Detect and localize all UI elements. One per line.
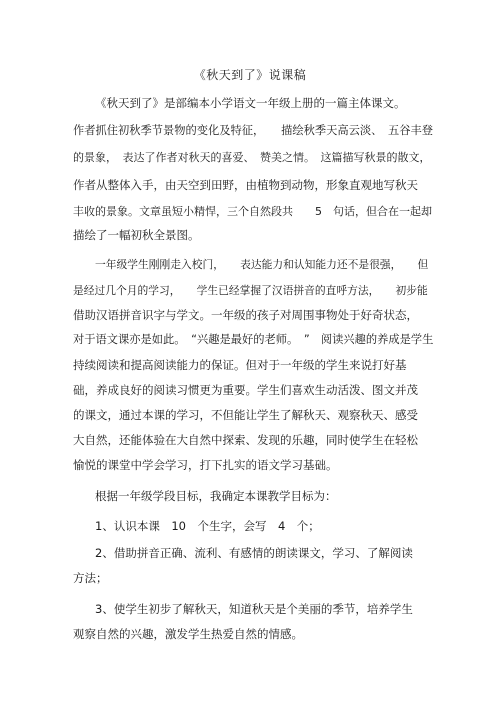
- paragraph-line: 础，养成良好的阅读习惯更为重要。学生们喜欢生动活泼、图文并茂: [73, 383, 418, 397]
- paragraph-line: 一年级学生刚刚走入校门， 表达能力和认知能力还不是很强， 但: [95, 258, 429, 271]
- paragraph-line: 丰收的景象。文章虽短小精悍，三个自然段共 5 句话，但合在一起却: [73, 205, 432, 218]
- objective-item: 1、认识本课 10 个生字，会写 4 个；: [95, 519, 320, 533]
- paragraph-line: 借助汉语拼音识字与学文。一年级的孩子对周围事物处于好奇状态，: [73, 308, 418, 322]
- document-title: 《秋天到了》说课稿: [193, 68, 307, 82]
- paragraph-line: 大自然，还能体验在大自然中探索、发现的乐趣，同时使学生在轻松: [73, 433, 418, 447]
- paragraph-line: 是经过几个月的学习， 学生已经掌握了汉语拼音的直呼方法， 初步能: [73, 284, 428, 297]
- paragraph-line: 的景象， 表达了作者对秋天的喜爱、 赞美之情。 这篇描写秋景的散文，: [73, 151, 431, 164]
- paragraph-line: 作者从整体入手，由天空到田野，由植物到动物，形象直观地写秋天: [73, 178, 418, 192]
- paragraph-line: 的课文，通过本课的学习，不但能让学生了解秋天、观察秋天、感受: [73, 408, 418, 422]
- paragraph-line: 作者抓住初秋季节景物的变化及特征， 描绘秋季天高云淡、 五谷丰登: [73, 124, 434, 137]
- paragraph-line: 对于语文课亦是如此。 “兴趣是最好的老师。 ” 阅读兴趣的养成是学生: [73, 333, 434, 346]
- paragraph-line: 愉悦的课堂中学会学习，打下扎实的语文学习基础。: [73, 458, 338, 472]
- objective-item: 3、使学生初步了解秋天，知道秋天是个美丽的季节，培养学生: [95, 602, 413, 616]
- paragraph-line: 根据一年级学段目标，我确定本课教学目标为：: [95, 489, 337, 503]
- paragraph-line: 《秋天到了》是部编本小学语文一年级上册的一篇主体课文。: [95, 96, 406, 110]
- paragraph-line: 方法；: [73, 571, 108, 585]
- paragraph-line: 描绘了一幅初秋全景图。: [73, 228, 200, 242]
- objective-item: 2、借助拼音正确、流利、有感情的朗读课文，学习、了解阅读: [95, 546, 413, 560]
- paragraph-line: 持续阅读和提高阅读能力的保证。但对于一年级的学生来说打好基: [73, 358, 407, 372]
- paragraph-line: 观察自然的兴趣，激发学生热爱自然的情感。: [73, 627, 303, 641]
